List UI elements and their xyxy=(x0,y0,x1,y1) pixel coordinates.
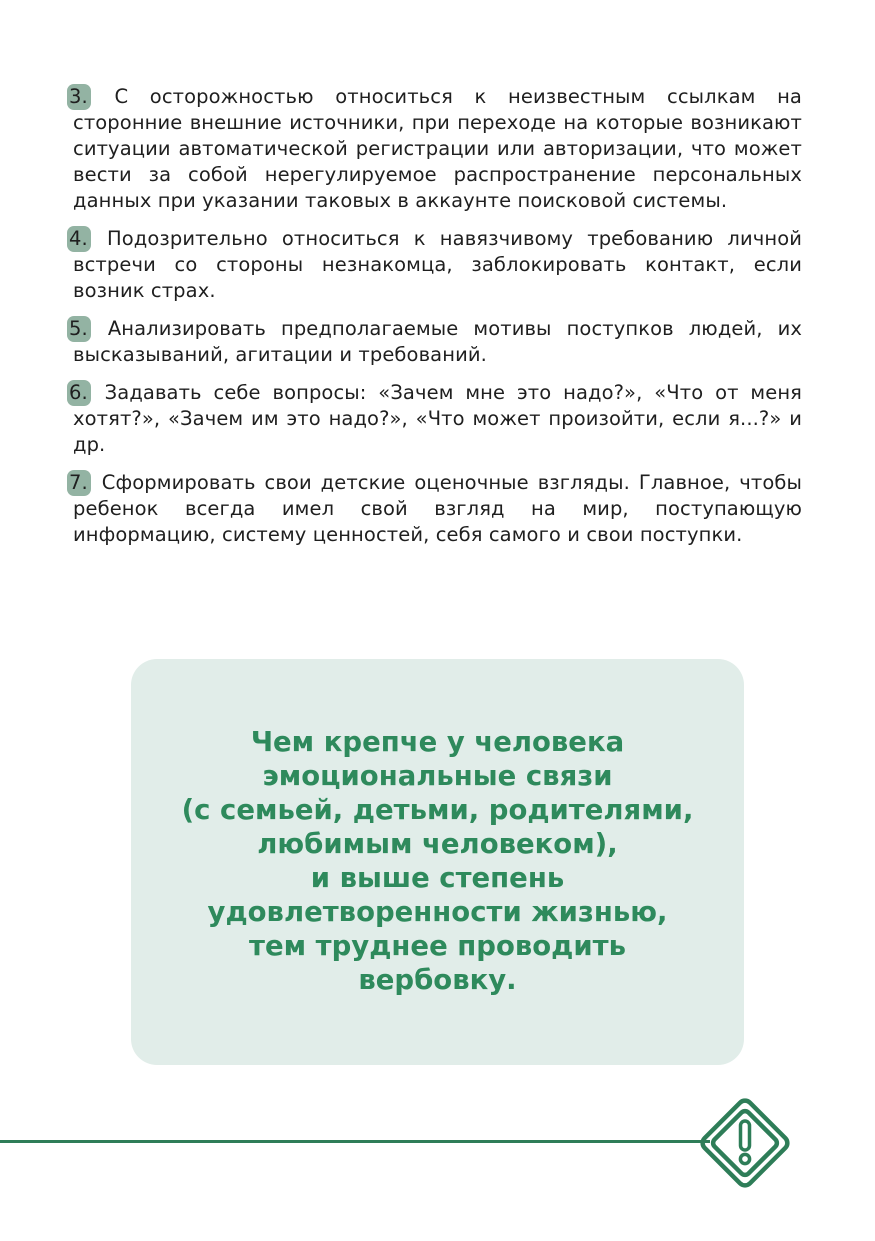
item-number-badge: 7. xyxy=(67,470,91,496)
list-item xyxy=(69,84,802,214)
quote-text: Чем крепче у человека эмоциональные связи (с семьей, детьми, родителями, любимым человеком), и выше степень удовлетворенности жизнью, тем труднее проводить вербовку. xyxy=(181,725,694,996)
tips-list xyxy=(69,84,802,560)
footer-divider xyxy=(0,1140,710,1143)
list-item xyxy=(69,470,802,548)
list-item xyxy=(69,380,802,458)
item-text: С осторожностью относиться к неизвестным ссылкам на сторонние внешние источники, при переходе на которые возникают ситуации автоматической регистрации или авторизации, что может вести за собой нерегулируемое распространение персональных данных при указании таковых в аккаунте поисковой системы. xyxy=(73,85,802,212)
item-number-badge: 3. xyxy=(67,84,91,110)
list-item xyxy=(69,226,802,304)
quote-box xyxy=(131,659,744,1065)
item-text: Подозрительно относиться к навязчивому требованию личной встречи со стороны незнакомца, заблокировать контакт, если возник страх. xyxy=(73,227,802,302)
item-number-badge: 4. xyxy=(67,226,91,252)
warning-diamond-icon xyxy=(690,1088,800,1198)
item-number-badge: 6. xyxy=(67,380,91,406)
list-item xyxy=(69,316,802,368)
item-text: Анализировать предполагаемые мотивы поступков людей, их высказываний, агитации и требований. xyxy=(73,317,802,366)
item-text: Задавать себе вопросы: «Зачем мне это надо?», «Что от меня хотят?», «Зачем им это надо?», «Что может произойти, если я...?» и др. xyxy=(73,381,802,456)
item-number-badge: 5. xyxy=(67,316,91,342)
item-text: Сформировать свои детские оценочные взгляды. Главное, чтобы ребенок всегда имел свой взгляд на мир, поступающую информацию, систему ценностей, себя самого и свои поступки. xyxy=(73,471,802,546)
